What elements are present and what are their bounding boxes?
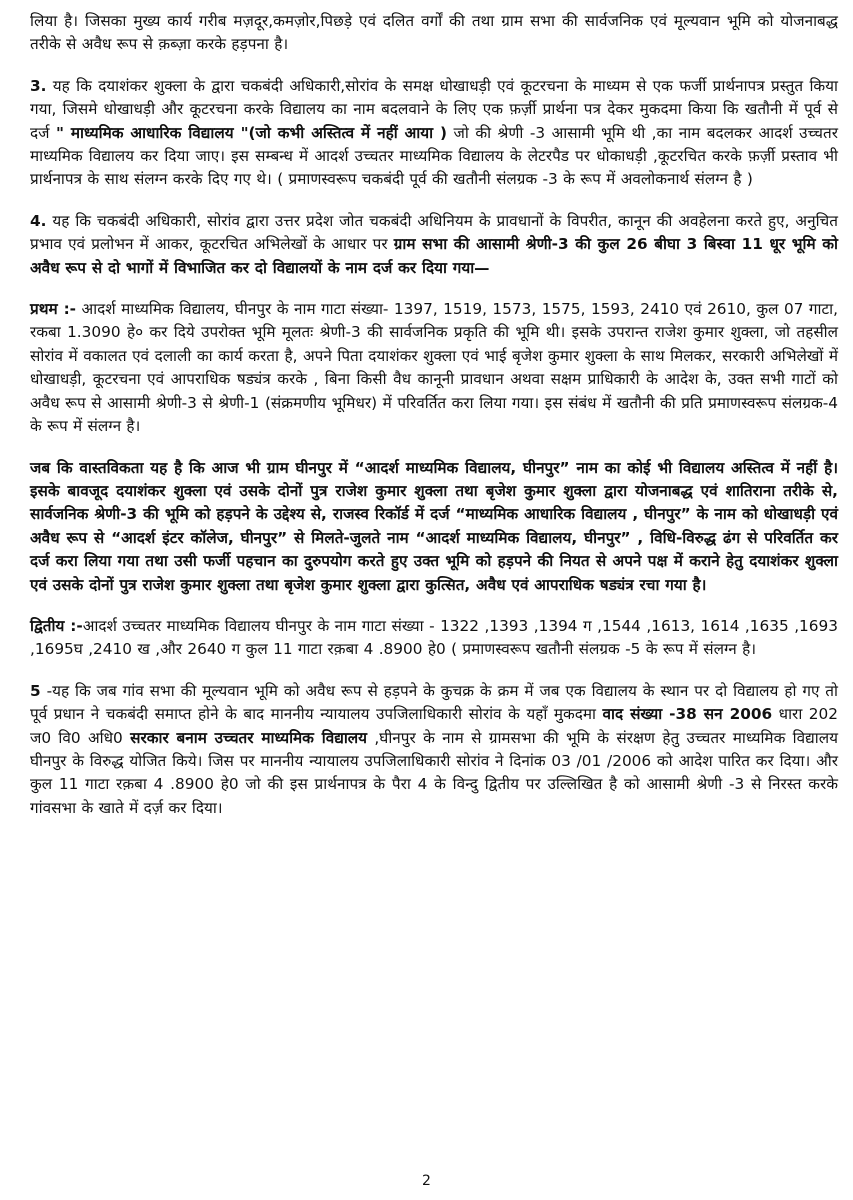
paragraph-text: धारा 202 ज0 वि0 अधि0 [30,705,838,747]
paragraph-text: जो की श्रेणी -3 आसामी भूमि थी ,का नाम बदलकर आदर्श उच्चतर माध्यमिक विद्यालय कर दिया जाए। इस सम्बन्ध में आदर्श उच्चतर माध्यमिक विद्यालय के लेटरपैड पर धोकाधड़ी ,कूटरचित करके फ़र्ज़ी प्रस्ताव भी प्रार्थनापत्र के साथ संलग्न करके दिए गए थे। ( प्रमाणस्वरूप चकबंदी पूर्व की खतौनी संलग्रक -3 के रूप में अवलोकनार्थ संलग्न है ) [30,123,838,189]
paragraph-bold-text: ग्राम सभा की आसामी श्रेणी-3 की कुल 26 बीघा 3 बिस्वा 11 धूर भूमि को अवैध रूप से दो भागों में विभाजित कर दो विद्यालयों के नाम दर्ज कर दिया गया— [30,235,838,277]
section-label: द्वितीय :- [30,616,83,635]
paragraph-number: 4. [30,211,47,230]
paragraph-first [30,298,838,438]
paragraph-second [30,615,838,662]
document-page [30,10,838,838]
paragraph-text: आदर्श माध्यमिक विद्यालय, घीनपुर के नाम गाटा संख्या- 1397, 1519, 1573, 1575, 1593, 2410 एवं 2610, कुल 07 गाटा, रकबा 1.3090 हे० कर दिये उपरोक्त भूमि मूलतः श्रेणी-3 की सार्वजनिक प्रकृति की भूमि थी। इसके उपरान्त राजेश कुमार शुक्ला, जो तहसील सोरांव में वकालत एवं दलाली का कार्य करता है, अपने पिता दयाशंकर शुक्ला एवं भाई बृजेश कुमार शुक्ला के साथ मिलकर, सरकारी अभिलेखों में धोखाधड़ी, कूटरचना एवं आपराधिक षड्यंत्र करके , बिना किसी वैध कानूनी प्रावधान अथवा सक्षम प्राधिकारी के आदेश के, उक्त सभी गाटों को अवैध रूप से आसामी श्रेणी-3 से श्रेणी-1 (संक्रमणीय भूमिधर) में परिवर्तित करा लिया गया। इस संबंध में खतौनी की प्रति प्रमाणस्वरूप संलग्रक-4 के रूप में संलग्न है। [30,300,838,436]
paragraph-number: 5 [30,681,41,700]
section-label: प्रथम :- [30,300,77,319]
paragraph-4 [30,210,838,280]
paragraph-continuation [30,10,838,57]
paragraph-text: यह कि दयाशंकर शुक्ला के द्वारा चकबंदी अधिकारी,सोरांव के समक्ष धोखाधड़ी एवं कूटरचना के माध्यम से एक फर्जी प्रार्थनापत्र प्रस्तुत किया गया, जिसमे धोखाधड़ी और कूटरचना करके विद्यालय का नाम बदलवाने के लिए एक फ़र्ज़ी प्रार्थना पत्र देकर मुकदमा किया कि खतौनी में पूर्व से दर्ज [30,76,838,142]
page-number: 2 [422,1173,431,1189]
paragraph-bold-text: सरकार बनाम उच्चतर माध्यमिक विद्यालय [130,728,368,747]
paragraph-5 [30,680,838,820]
paragraph-text: -यह कि जब गांव सभा की मूल्यवान भूमि को अवैध रूप से हड़पने के कुचक्र के क्रम में जब एक विद्यालय के स्थान पर दो विद्यालय हो गए तो पूर्व प्रधान ने चकबंदी समाप्त होने के बाद माननीय न्यायालय उपजिलाधिकारी सोरांव के यहाँ मुकदमा [30,681,838,724]
paragraph-number: 3. [30,76,47,95]
paragraph-bold-text: जब कि वास्तविकता यह है कि आज भी ग्राम घीनपुर में “आदर्श माध्यमिक विद्यालय, घीनपुर” नाम का कोई भी विद्यालय अस्तित्व में नहीं है। इसके बावजूद दयाशंकर शुक्ला एवं उसके दोनों पुत्र राजेश कुमार शुक्ला तथा बृजेश कुमार शुक्ला द्वारा योजनाबद्ध एवं शातिराना तरीके से, सार्वजनिक श्रेणी-3 की भूमि को हड़पने के उद्देश्य से, राजस्व रिकॉर्ड में दर्ज “माध्यमिक आधारिक विद्यालय , घीनपुर” के नाम को धोखाधड़ी एवं अवैध रूप से “आदर्श इंटर कॉलेज, घीनपुर” से मिलते-जुलते नाम “आदर्श माध्यमिक विद्यालय, घीनपुर” , विधि-विरुद्ध ढंग से परिवर्तित कर दर्ज करा लिया गया तथा उसी फर्जी पहचान का दुरुपयोग करते हुए उक्त भूमि को हड़पने की नियत से अपने पक्ष में कराने हेतु दयाशंकर शुक्ला एवं उसके दोनों पुत्र राजेश कुमार शुक्ला तथा बृजेश कुमार शुक्ला द्वारा कुत्सित, अवैध एवं आपराधिक षड्यंत्र रचा गया है। [30,458,838,594]
paragraph-3 [30,75,838,192]
paragraph-bold-text: वाद संख्या -38 सन 2006 [602,705,773,724]
paragraph-text: यह कि चकबंदी अधिकारी, सोरांव द्वारा उत्तर प्रदेश जोत चकबंदी अधिनियम के प्रावधानों के विपरीत, कानून की अवहेलना करते हुए, अनुचित प्रभाव एवं प्रलोभन में आकर, कूटरचित अभिलेखों के आधार पर [30,211,838,254]
paragraph-text: आदर्श उच्चतर माध्यमिक विद्यालय घीनपुर के नाम गाटा संख्या - 1322 ,1393 ,1394 ग ,1544 ,1613, 1614 ,1635 ,1693 ,1695घ ,2410 ख ,और 2640 ग कुल 11 गाटा रक़बा 4 .8900 हे0 ( प्रमाणस्वरूप खतौनी संलग्रक -5 के रूप में संलग्न है। [30,616,838,659]
paragraph-bold-text: " माध्यमिक आधारिक विद्यालय "(जो कभी अस्तित्व में नहीं आया ) [55,123,448,142]
paragraph-text: लिया है। जिसका मुख्य कार्य गरीब मज़दूर,कमज़ोर,पिछड़े एवं दलित वर्गों की तथा ग्राम सभा की सार्वजनिक एवं मूल्यवान भूमि को योजनाबद्ध तरीके से अवैध रूप से क़ब्ज़ा करके हड़पना है। [30,12,838,54]
paragraph-reality [30,457,838,597]
paragraph-text: ,घीनपुर के नाम से ग्रामसभा की भूमि के संरक्षण हेतु उच्चतर माध्यमिक विद्यालय घीनपुर के विरुद्ध योजित किये। जिस पर माननीय न्यायालय उपजिलाधिकारी सोरांव ने दिनांक 03 /01 /2006 को आदेश पारित कर दिया। और कुल 11 गाटा रक़बा 4 .8900 हे0 जो की इस प्रार्थनापत्र के पैरा 4 के विन्दु द्वितीय पर उल्लिखित है को आसामी श्रेणी -3 से निरस्त करके गांवसभा के खाते में दर्ज़ कर दिया। [30,728,838,817]
